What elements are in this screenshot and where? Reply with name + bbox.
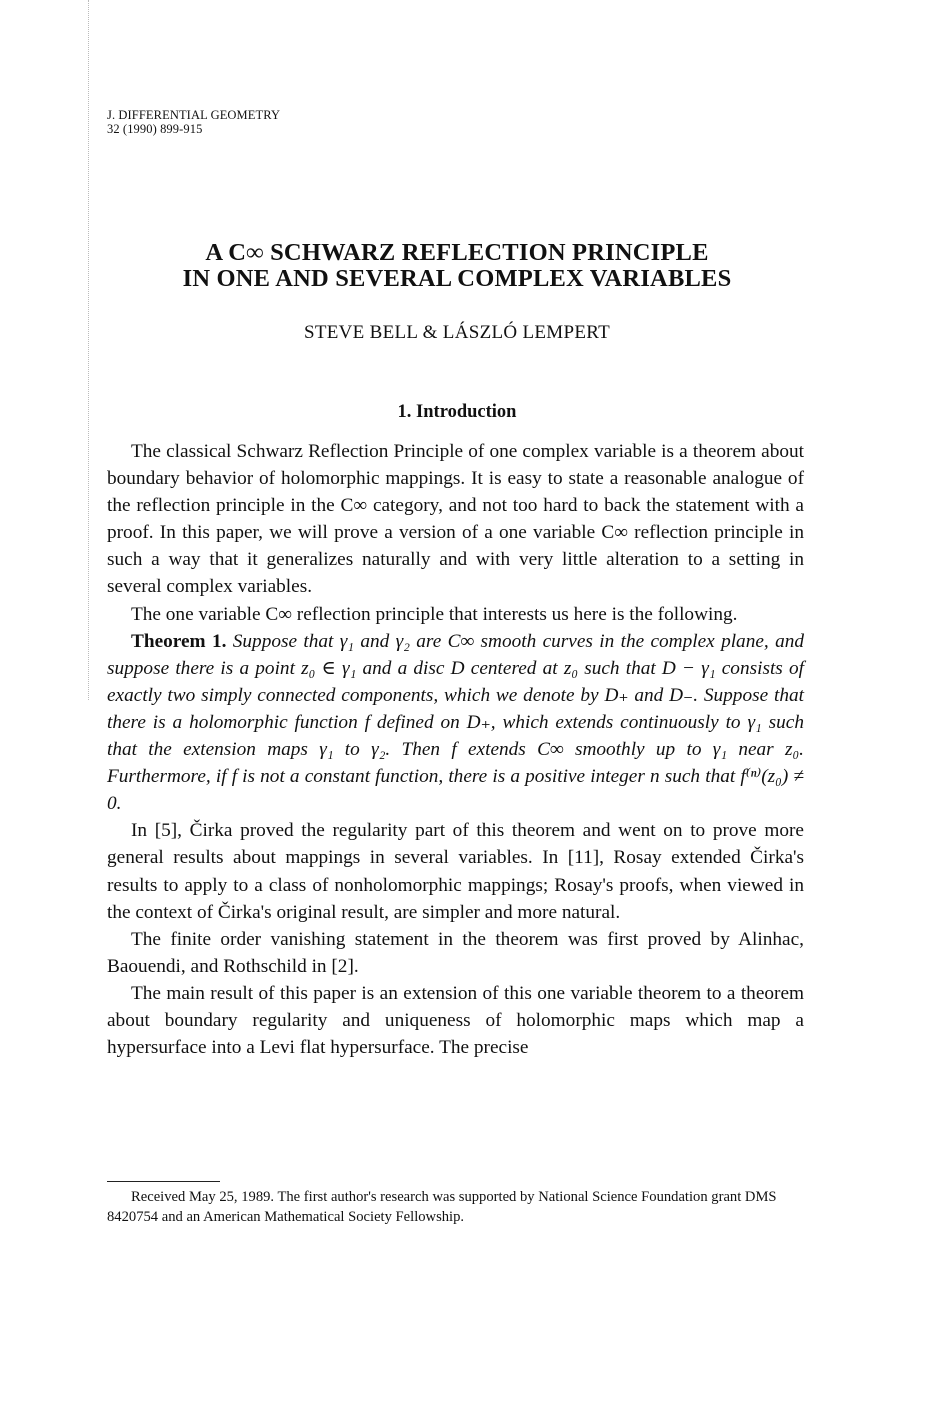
journal-name: J. DIFFERENTIAL GEOMETRY: [107, 108, 281, 122]
body-text: [107, 438, 804, 1061]
title-line-1: A C∞ SCHWARZ REFLECTION PRINCIPLE: [205, 239, 709, 266]
theorem-label: Theorem 1.: [131, 630, 227, 652]
paragraph-3: In [5], Čirka proved the regularity part of this theorem and went on to prove more general results about mappings in several variables. In [11], Rosay extended Čirka's results to apply to a class of nonholomorphic mappings; Rosay's proofs, when viewed in the context of Čirka's original result, are simpler and more natural.: [107, 820, 804, 923]
paragraph-2: The one variable C∞ reflection principle that interests us here is the following.: [131, 603, 738, 625]
footnote-rule: [107, 1181, 220, 1182]
scan-edge-line: [88, 0, 90, 700]
title-line-2: IN ONE AND SEVERAL COMPLEX VARIABLES: [182, 265, 732, 292]
section-heading: 1. Introduction: [397, 402, 517, 422]
authors: STEVE BELL & LÁSZLÓ LEMPERT: [303, 322, 610, 343]
journal-header: [107, 108, 280, 136]
theorem-1: [107, 628, 804, 818]
paper-title: [107, 240, 807, 292]
paragraph-4: The finite order vanishing statement in the theorem was first proved by Alinhac, Baouendi, and Rothschild in [2].: [107, 928, 804, 977]
paragraph-5: The main result of this paper is an extension of this one variable theorem to a theorem about boundary regularity and uniqueness of holomorphic maps which map a hypersurface into a Levi flat hypersurface. The precise: [107, 982, 804, 1059]
paragraph-1: The classical Schwarz Reflection Principle of one complex variable is a theorem about boundary behavior of holomorphic mappings. It is easy to state a reasonable analogue of the reflection principle in the C∞ category, and not too hard to back the statement with a proof. In this paper, we will prove a version of a one variable C∞ reflection principle in such a way that it generalizes naturally and with very little alteration to a setting in several complex variables.: [107, 441, 804, 598]
journal-citation: 32 (1990) 899-915: [107, 122, 203, 136]
footnote: Received May 25, 1989. The first author's research was supported by National Science Foundation grant DMS 8420754 and an American Mathematical Society Fellowship.: [107, 1189, 777, 1225]
theorem-text: Suppose that γ₁ and γ₂ are C∞ smooth curves in the complex plane, and suppose there is a point z₀ ∈ γ₁ and a disc D centered at z₀ such that D − γ₁ consists of exactly two simply connected components, which we denote by D₊ and D₋. Suppose that there is a holomorphic function f defined on D₊, which extends continuously to γ₁ such that the extension maps γ₁ to γ₂. Then f extends C∞ smoothly up to γ₁ near z₀. Furthermore, if f is not a constant function, there is a positive integer n such that f⁽ⁿ⁾(z₀) ≠ 0.: [107, 630, 804, 815]
